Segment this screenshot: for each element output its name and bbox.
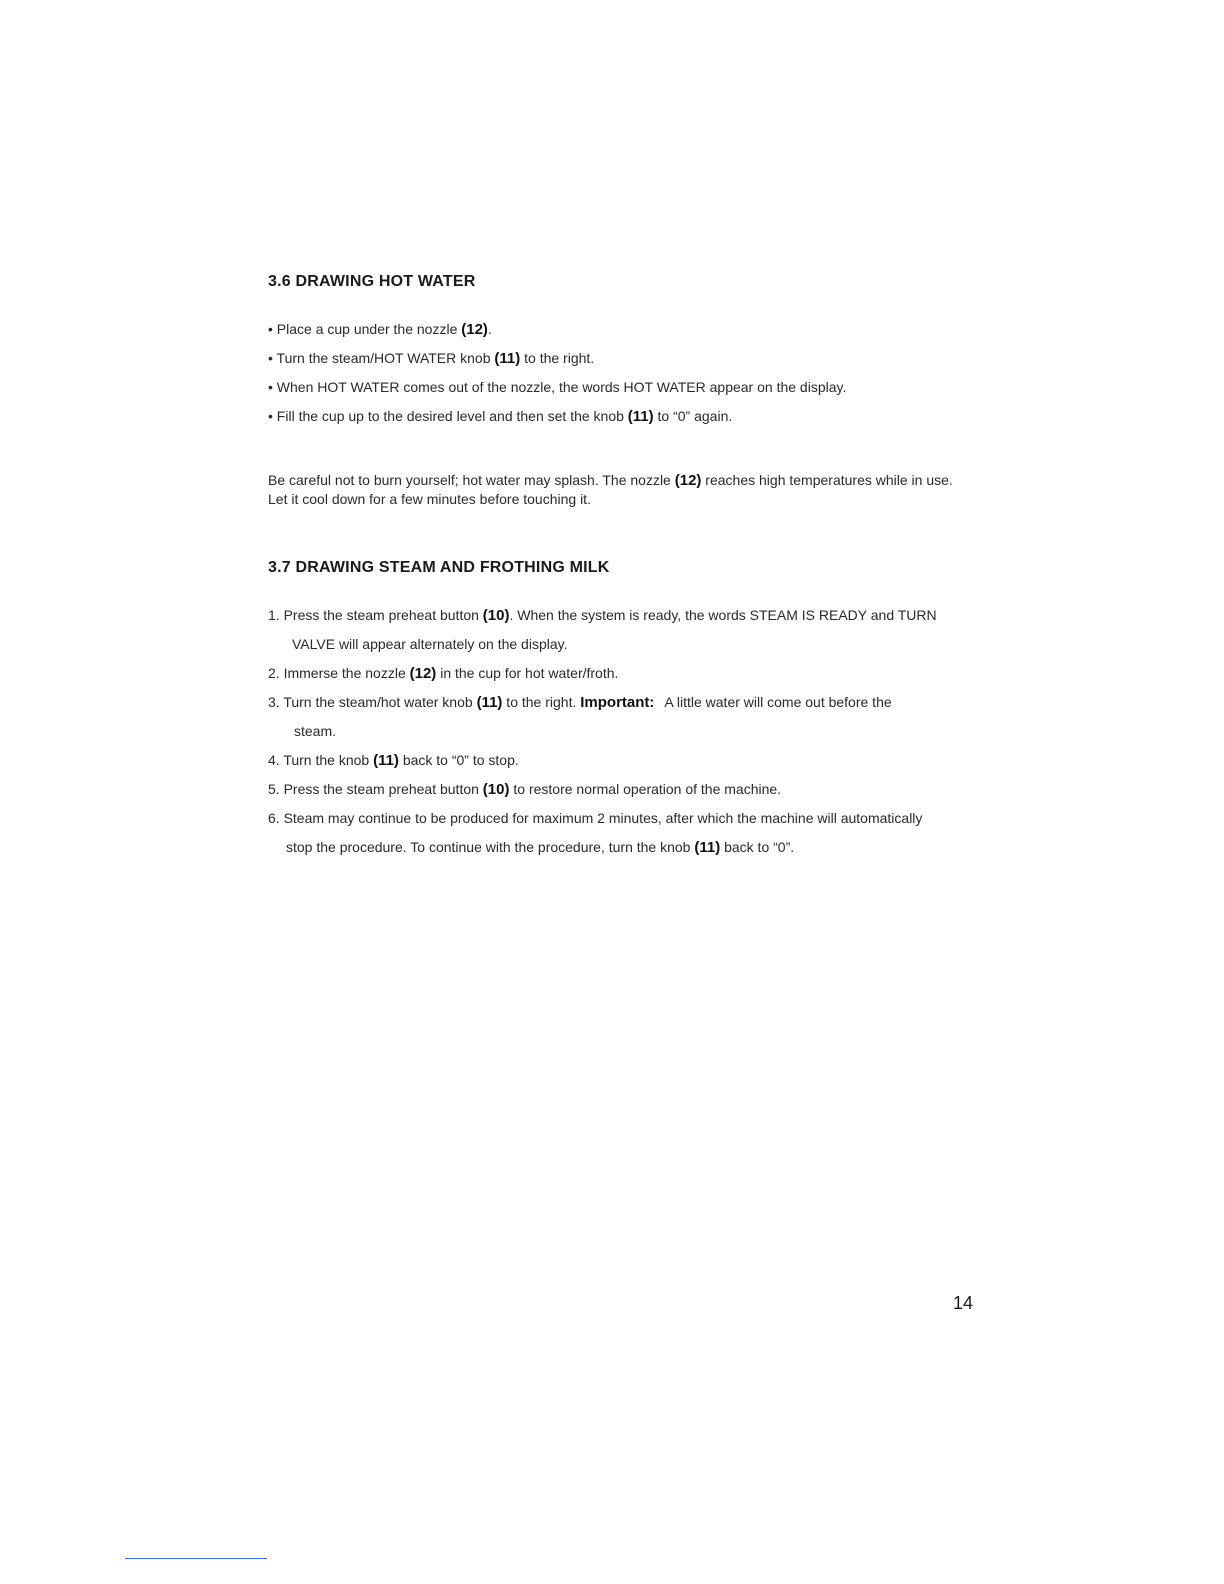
step-3: [268, 693, 892, 712]
important-label: Important:: [580, 694, 655, 711]
step-3-continuation: steam.: [294, 723, 337, 739]
step-6-continuation: [286, 838, 794, 857]
part-reference: (11): [627, 408, 654, 425]
bullet-text: to the right.: [520, 350, 595, 366]
section-heading-drawing-hot-water: 3.6 DRAWING HOT WATER: [268, 273, 476, 290]
bullet-text: • Turn the steam/HOT WATER knob: [268, 350, 495, 366]
warning-text: Be careful not to burn yourself; hot water may splash. The nozzle: [268, 472, 675, 488]
bullet-text: • Place a cup under the nozzle: [268, 321, 462, 337]
step-text: to the right.: [502, 694, 581, 710]
step-text: . When the system is ready, the words STEAM IS READY and TURN: [509, 607, 937, 623]
step-text: 1. Press the steam preheat button: [268, 607, 483, 623]
bullet-fill-cup: [268, 407, 732, 426]
warning-text: reaches high temperatures while in use. Let it cool down for a few minutes before touching it.: [268, 472, 953, 507]
part-reference: (12): [461, 321, 488, 338]
step-text: in the cup for hot water/froth.: [436, 665, 619, 681]
step-6: 6. Steam may continue to be produced for maximum 2 minutes, after which the machine will automatically: [268, 810, 923, 826]
step-text: 5. Press the steam preheat button: [268, 781, 483, 797]
footnote-divider: [125, 1558, 267, 1559]
step-4: [268, 751, 519, 770]
step-5: [268, 780, 781, 799]
part-reference: (12): [409, 665, 437, 682]
step-text: back to “0” to stop.: [398, 752, 519, 768]
step-text: stop the procedure. To continue with the procedure, turn the knob: [286, 839, 695, 855]
burn-warning-paragraph: [268, 471, 958, 508]
bullet-text: to “0” again.: [653, 408, 733, 424]
section-heading-drawing-steam: 3.7 DRAWING STEAM AND FROTHING MILK: [268, 559, 610, 576]
part-reference: (11): [694, 839, 721, 856]
step-2: [268, 664, 618, 683]
bullet-text: • Fill the cup up to the desired level and then set the knob: [268, 408, 628, 424]
bullet-turn-knob: [268, 349, 594, 368]
part-reference: (10): [482, 607, 510, 624]
step-text: back to “0”.: [720, 839, 795, 855]
bullet-hot-water-display: • When HOT WATER comes out of the nozzle, the words HOT WATER appear on the display.: [268, 379, 847, 395]
page-number: 14: [953, 1293, 974, 1313]
step-1-continuation: VALVE will appear alternately on the display.: [292, 636, 568, 652]
part-reference: (11): [494, 350, 521, 367]
step-text: 3. Turn the steam/hot water knob: [268, 694, 477, 710]
part-reference: (12): [674, 472, 702, 489]
step-text: A little water will come out before the: [664, 694, 892, 710]
step-text: to restore normal operation of the machine.: [509, 781, 782, 797]
step-text: 2. Immerse the nozzle: [268, 665, 410, 681]
step-text: 4. Turn the knob: [268, 752, 374, 768]
part-reference: (11): [373, 752, 399, 769]
part-reference: (11): [476, 694, 503, 711]
part-reference: (10): [482, 781, 510, 798]
step-1: [268, 606, 937, 625]
bullet-text: .: [487, 321, 492, 337]
bullet-place-cup: [268, 320, 492, 339]
